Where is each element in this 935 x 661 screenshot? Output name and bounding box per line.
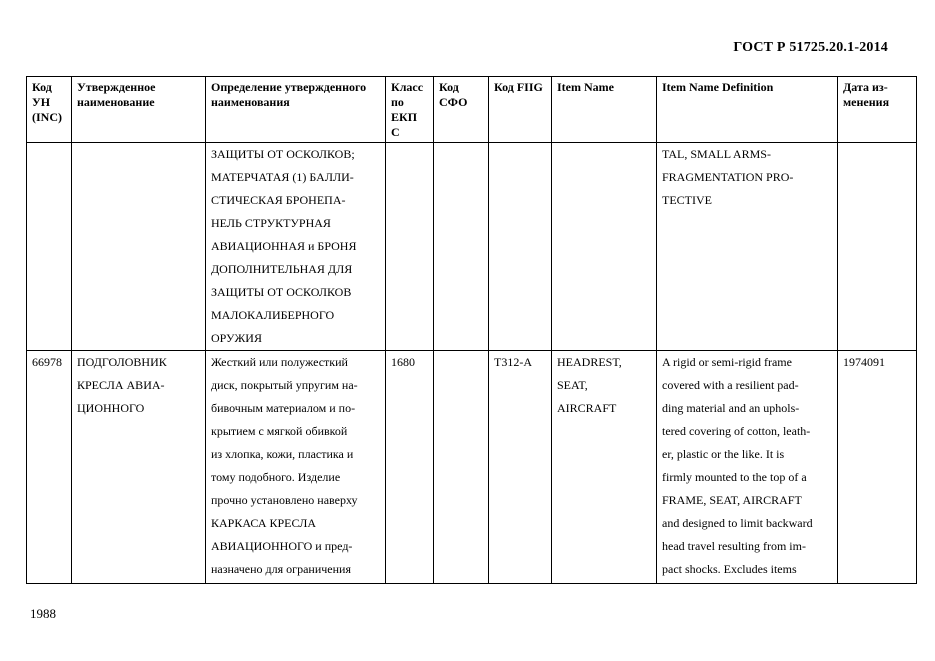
table-row xyxy=(27,143,917,351)
cell-inc xyxy=(27,143,72,351)
cell-item-name xyxy=(552,143,657,351)
col-header-inc: Код УН (INC) xyxy=(27,77,72,143)
cell-class: 1680 xyxy=(386,351,434,584)
col-header-approved-name: Утвержденное наименование xyxy=(72,77,206,143)
cell-class xyxy=(386,143,434,351)
table-header-row xyxy=(27,77,917,143)
page-number: 1988 xyxy=(30,606,56,621)
col-header-class: Класс по ЕКП С xyxy=(386,77,434,143)
cell-approved-name: ПОДГОЛОВНИК КРЕСЛА АВИА- ЦИОННОГО xyxy=(72,351,206,584)
catalog-table xyxy=(26,76,917,584)
cell-approved-name xyxy=(72,143,206,351)
col-header-fiig: Код FIIG xyxy=(489,77,552,143)
table-row xyxy=(27,351,917,584)
cell-sfo xyxy=(434,143,489,351)
col-header-sfo: Код СФО xyxy=(434,77,489,143)
document-code: ГОСТ Р 51725.20.1-2014 xyxy=(733,40,888,55)
cell-change-date: 1974091 xyxy=(838,351,917,584)
cell-definition: Жесткий или полужесткий диск, покрытый упругим на- бивочным материалом и по- крытием с мягкой обивкой из хлопка, кожи, пластика и тому подобного. Изделие прочно установлено наверху КАРКАСА КРЕСЛА АВИАЦИОННОГО и пред- назначено для ограничения xyxy=(206,351,386,584)
cell-item-name: HEADREST, SEAT, AIRCRAFT xyxy=(552,351,657,584)
cell-fiig: T312-A xyxy=(489,351,552,584)
col-header-item-name: Item Name xyxy=(552,77,657,143)
col-header-item-definition: Item Name Definition xyxy=(657,77,838,143)
cell-definition: ЗАЩИТЫ ОТ ОСКОЛКОВ; МАТЕРЧАТАЯ (1) БАЛЛИ- СТИЧЕСКАЯ БРОНЕПА- НЕЛЬ СТРУКТУРНАЯ АВИАЦИОННАЯ и БРОНЯ ДОПОЛНИТЕЛЬНАЯ ДЛЯ ЗАЩИТЫ ОТ ОСКОЛКОВ МАЛОКАЛИБЕРНОГО ОРУЖИЯ xyxy=(206,143,386,351)
cell-fiig xyxy=(489,143,552,351)
cell-item-definition: TAL, SMALL ARMS- FRAGMENTATION PRO- TECTIVE xyxy=(657,143,838,351)
cell-change-date xyxy=(838,143,917,351)
cell-item-definition: A rigid or semi-rigid frame covered with a resilient pad- ding material and an uphols- tered covering of cotton, leath- er, plastic or the like. It is firmly mounted to the top of a FRAME, SEAT, AIRCRAFT and designed to limit backward head travel resulting from im- pact shocks. Excludes items xyxy=(657,351,838,584)
cell-sfo xyxy=(434,351,489,584)
col-header-change-date: Дата из-менения xyxy=(838,77,917,143)
col-header-definition: Определение утвержденного наименования xyxy=(206,77,386,143)
cell-inc: 66978 xyxy=(27,351,72,584)
